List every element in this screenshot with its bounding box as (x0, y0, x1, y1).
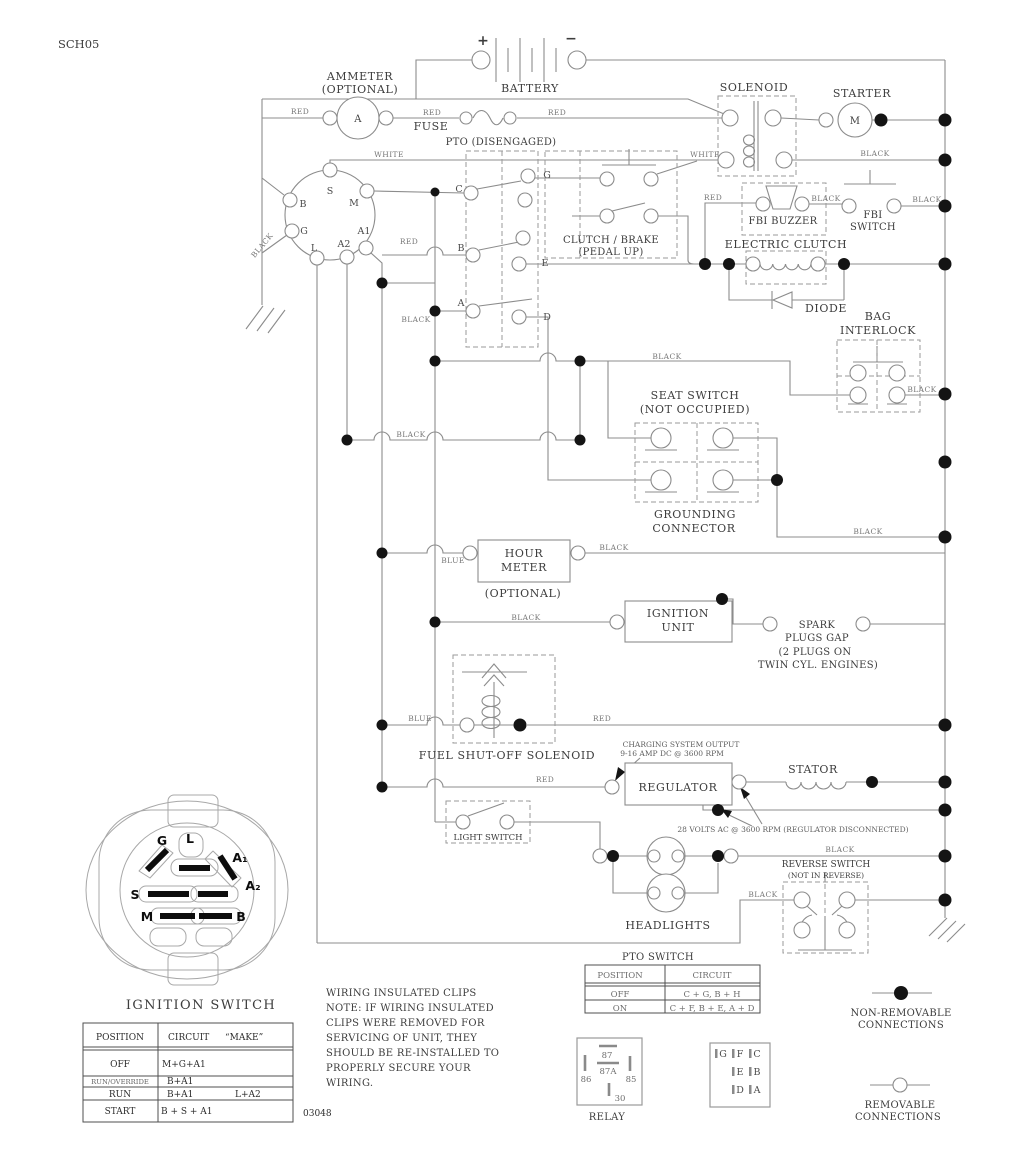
headlights-label: HEADLIGHTS (625, 919, 711, 932)
table-header-circuit: CIRCUIT (168, 1033, 210, 1043)
spark-plugs-label: SPARK (798, 620, 836, 631)
table-row: START (104, 1107, 136, 1117)
legend-non-removable: NON-REMOVABLE (850, 1008, 952, 1019)
svg-text:(NOT IN REVERSE): (NOT IN REVERSE) (787, 871, 865, 880)
svg-text:C + F, B + E, A + D: C + F, B + E, A + D (669, 1004, 755, 1014)
connector-pin-d: D (736, 1085, 744, 1096)
pto-terminal-e: E (541, 258, 549, 269)
legend-removable: REMOVABLE (864, 1100, 936, 1111)
svg-text:(PEDAL UP): (PEDAL UP) (578, 247, 644, 258)
table-row: OFF (110, 1060, 130, 1070)
removable-connection-icon (893, 1078, 907, 1092)
ignition-unit-label: IGNITION (646, 607, 710, 620)
connector-pin-f: F (736, 1049, 744, 1060)
wire-label-blue: BLUE (441, 556, 465, 565)
svg-text:L+A2: L+A2 (235, 1090, 261, 1100)
svg-text:RED: RED (399, 237, 419, 246)
svg-text:B+A1: B+A1 (167, 1077, 194, 1087)
conn-terminal-b: B (299, 199, 307, 210)
table-row: ON (612, 1004, 628, 1014)
svg-text:WIRING INSULATED CLIPS: WIRING INSULATED CLIPS (326, 988, 477, 999)
table-row: RUN/OVERRIDE (91, 1078, 149, 1086)
clutch-brake-label: CLUTCH / BRAKE (562, 235, 660, 246)
svg-text:BLACK: BLACK (599, 543, 629, 552)
svg-text:BLUE: BLUE (408, 714, 432, 723)
svg-text:INTERLOCK: INTERLOCK (840, 324, 916, 337)
relay-pin-30: 30 (614, 1094, 626, 1104)
stator-label: STATOR (788, 763, 838, 776)
svg-text:M+G+A1: M+G+A1 (162, 1060, 206, 1070)
conn-terminal-a1: A1 (357, 226, 371, 237)
conn-terminal-a2: A2 (337, 239, 351, 250)
hour-meter-label: HOUR (504, 547, 544, 560)
table-row: RUN (108, 1090, 132, 1100)
svg-text:METER: METER (501, 561, 547, 574)
fuel-solenoid-label: FUEL SHUT-OFF SOLENOID (418, 749, 596, 762)
svg-text:BLACK: BLACK (811, 194, 841, 203)
solenoid-label: SOLENOID (719, 81, 789, 94)
diode-label: DIODE (804, 302, 848, 315)
svg-text:UNIT: UNIT (661, 621, 695, 634)
pto-table-title: PTO SWITCH (622, 952, 694, 963)
svg-text:PROPERLY SECURE YOUR: PROPERLY SECURE YOUR (326, 1063, 471, 1074)
svg-text:RED: RED (547, 108, 567, 117)
svg-text:BLACK: BLACK (396, 430, 426, 439)
svg-text:CLIPS WERE REMOVED FOR: CLIPS WERE REMOVED FOR (326, 1018, 485, 1029)
svg-text:(NOT OCCUPIED): (NOT OCCUPIED) (639, 403, 751, 416)
svg-text:RED: RED (703, 193, 723, 202)
sheet-id: SCH05 (58, 37, 100, 51)
key-terminal-m: M (140, 909, 154, 924)
ignition-switch-title: IGNITION SWITCH (125, 998, 277, 1013)
key-terminal-s: S (130, 887, 140, 902)
pto-table-header-position: POSITION (597, 971, 643, 981)
pto-terminal-g: G (543, 170, 551, 181)
table-row: OFF (610, 990, 630, 1000)
relay-pin-85: 85 (625, 1075, 637, 1085)
svg-text:CONNECTOR: CONNECTOR (652, 522, 736, 535)
starter-symbol: M (849, 116, 861, 127)
svg-text:BLACK: BLACK (748, 890, 778, 899)
charging-note: CHARGING SYSTEM OUTPUT (622, 740, 740, 749)
seat-switch-label: SEAT SWITCH (650, 389, 740, 402)
svg-text:B + S + A1: B + S + A1 (161, 1107, 213, 1117)
fbi-switch-label: FBI (863, 210, 883, 221)
conn-terminal-s: S (326, 186, 334, 197)
svg-text:(OPTIONAL): (OPTIONAL) (484, 587, 562, 600)
conn-terminal-m: M (349, 198, 359, 209)
ammeter-symbol: A (354, 114, 362, 125)
svg-text:RED: RED (535, 775, 555, 784)
wire-label-red: RED (290, 107, 310, 116)
svg-text:WIRING.: WIRING. (326, 1078, 374, 1089)
table-header-position: POSITION (96, 1033, 144, 1043)
svg-text:9-16 AMP DC @ 3600 RPM: 9-16 AMP DC @ 3600 RPM (620, 749, 724, 758)
bag-interlock-label: BAG (864, 310, 892, 323)
wire-label-white: WHITE (374, 150, 404, 159)
key-terminal-a2: A₂ (245, 878, 261, 893)
svg-text:BLACK: BLACK (511, 613, 541, 622)
svg-text:BLACK: BLACK (853, 527, 883, 536)
svg-text:RED: RED (592, 714, 612, 723)
table-header-make: “MAKE” (225, 1033, 264, 1043)
electric-clutch-label: ELECTRIC CLUTCH (724, 238, 848, 251)
svg-text:B+A1: B+A1 (167, 1090, 194, 1100)
conn-terminal-l: L (310, 243, 318, 254)
key-terminal-b: B (236, 909, 246, 924)
key-terminal-a1: A₁ (232, 850, 248, 865)
svg-text:(OPTIONAL): (OPTIONAL) (321, 83, 399, 96)
non-removable-connection-icon (894, 986, 908, 1000)
relay-pin-86: 86 (580, 1075, 592, 1085)
svg-text:SERVICING OF UNIT, THEY: SERVICING OF UNIT, THEY (326, 1033, 478, 1044)
svg-text:SHOULD BE RE-INSTALLED TO: SHOULD BE RE-INSTALLED TO (326, 1048, 500, 1059)
svg-text:TWIN CYL. ENGINES): TWIN CYL. ENGINES) (757, 660, 879, 671)
svg-text:BLACK: BLACK (401, 315, 431, 324)
wire-label-black: BLACK (860, 149, 890, 158)
regulator-label: REGULATOR (638, 781, 718, 794)
connector-pin-g: G (719, 1049, 727, 1060)
conn-terminal-g: G (300, 226, 308, 237)
pto-terminal-a: A (457, 298, 465, 309)
relay-label: RELAY (588, 1112, 626, 1123)
volts-note: 28 VOLTS AC @ 3600 RPM (REGULATOR DISCONNECTED) (677, 825, 909, 834)
reverse-switch-label: REVERSE SWITCH (781, 860, 871, 870)
battery-minus: − (565, 31, 577, 47)
svg-text:C + G, B + H: C + G, B + H (683, 990, 741, 1000)
key-terminal-l: L (186, 831, 194, 846)
connector-pin-e: E (736, 1067, 744, 1078)
pto-disengaged-label: PTO (DISENGAGED) (445, 137, 557, 148)
svg-text:CONNECTIONS: CONNECTIONS (854, 1112, 942, 1123)
ammeter-label: AMMETER (326, 70, 394, 83)
connector-pin-c: C (753, 1049, 761, 1060)
svg-text:BLACK: BLACK (912, 195, 942, 204)
connector-pin-b: B (753, 1067, 761, 1078)
battery-plus: + (477, 33, 489, 49)
key-terminal-g: G (156, 833, 168, 848)
light-switch-label: LIGHT SWITCH (453, 833, 523, 843)
svg-text:BLACK: BLACK (907, 385, 937, 394)
svg-text:WHITE: WHITE (690, 150, 720, 159)
battery-label: BATTERY (501, 82, 559, 95)
svg-text:RED: RED (422, 108, 442, 117)
relay-pin-87: 87 (601, 1051, 613, 1061)
connector-pin-a: A (753, 1085, 761, 1096)
pto-table-header-circuit: CIRCUIT (692, 971, 732, 981)
svg-text:(2 PLUGS ON: (2 PLUGS ON (778, 647, 852, 658)
fbi-buzzer-label: FBI BUZZER (748, 216, 818, 227)
svg-text:BLACK: BLACK (652, 352, 682, 361)
svg-text:CONNECTIONS: CONNECTIONS (857, 1020, 945, 1031)
svg-text:BLACK: BLACK (249, 231, 275, 260)
pto-terminal-b: B (457, 243, 465, 254)
part-number: 03048 (303, 1109, 332, 1119)
pto-terminal-c: C (455, 184, 463, 195)
fuse-label: FUSE (413, 120, 449, 133)
svg-text:PLUGS GAP: PLUGS GAP (785, 633, 849, 644)
svg-text:BLACK: BLACK (825, 845, 855, 854)
pto-terminal-d: D (543, 312, 551, 323)
grounding-connector-label: GROUNDING (654, 508, 736, 521)
svg-text:SWITCH: SWITCH (850, 222, 896, 233)
svg-text:NOTE: IF WIRING INSULATED: NOTE: IF WIRING INSULATED (326, 1003, 494, 1014)
starter-label: STARTER (832, 87, 892, 100)
relay-pin-87a: 87A (599, 1067, 617, 1077)
